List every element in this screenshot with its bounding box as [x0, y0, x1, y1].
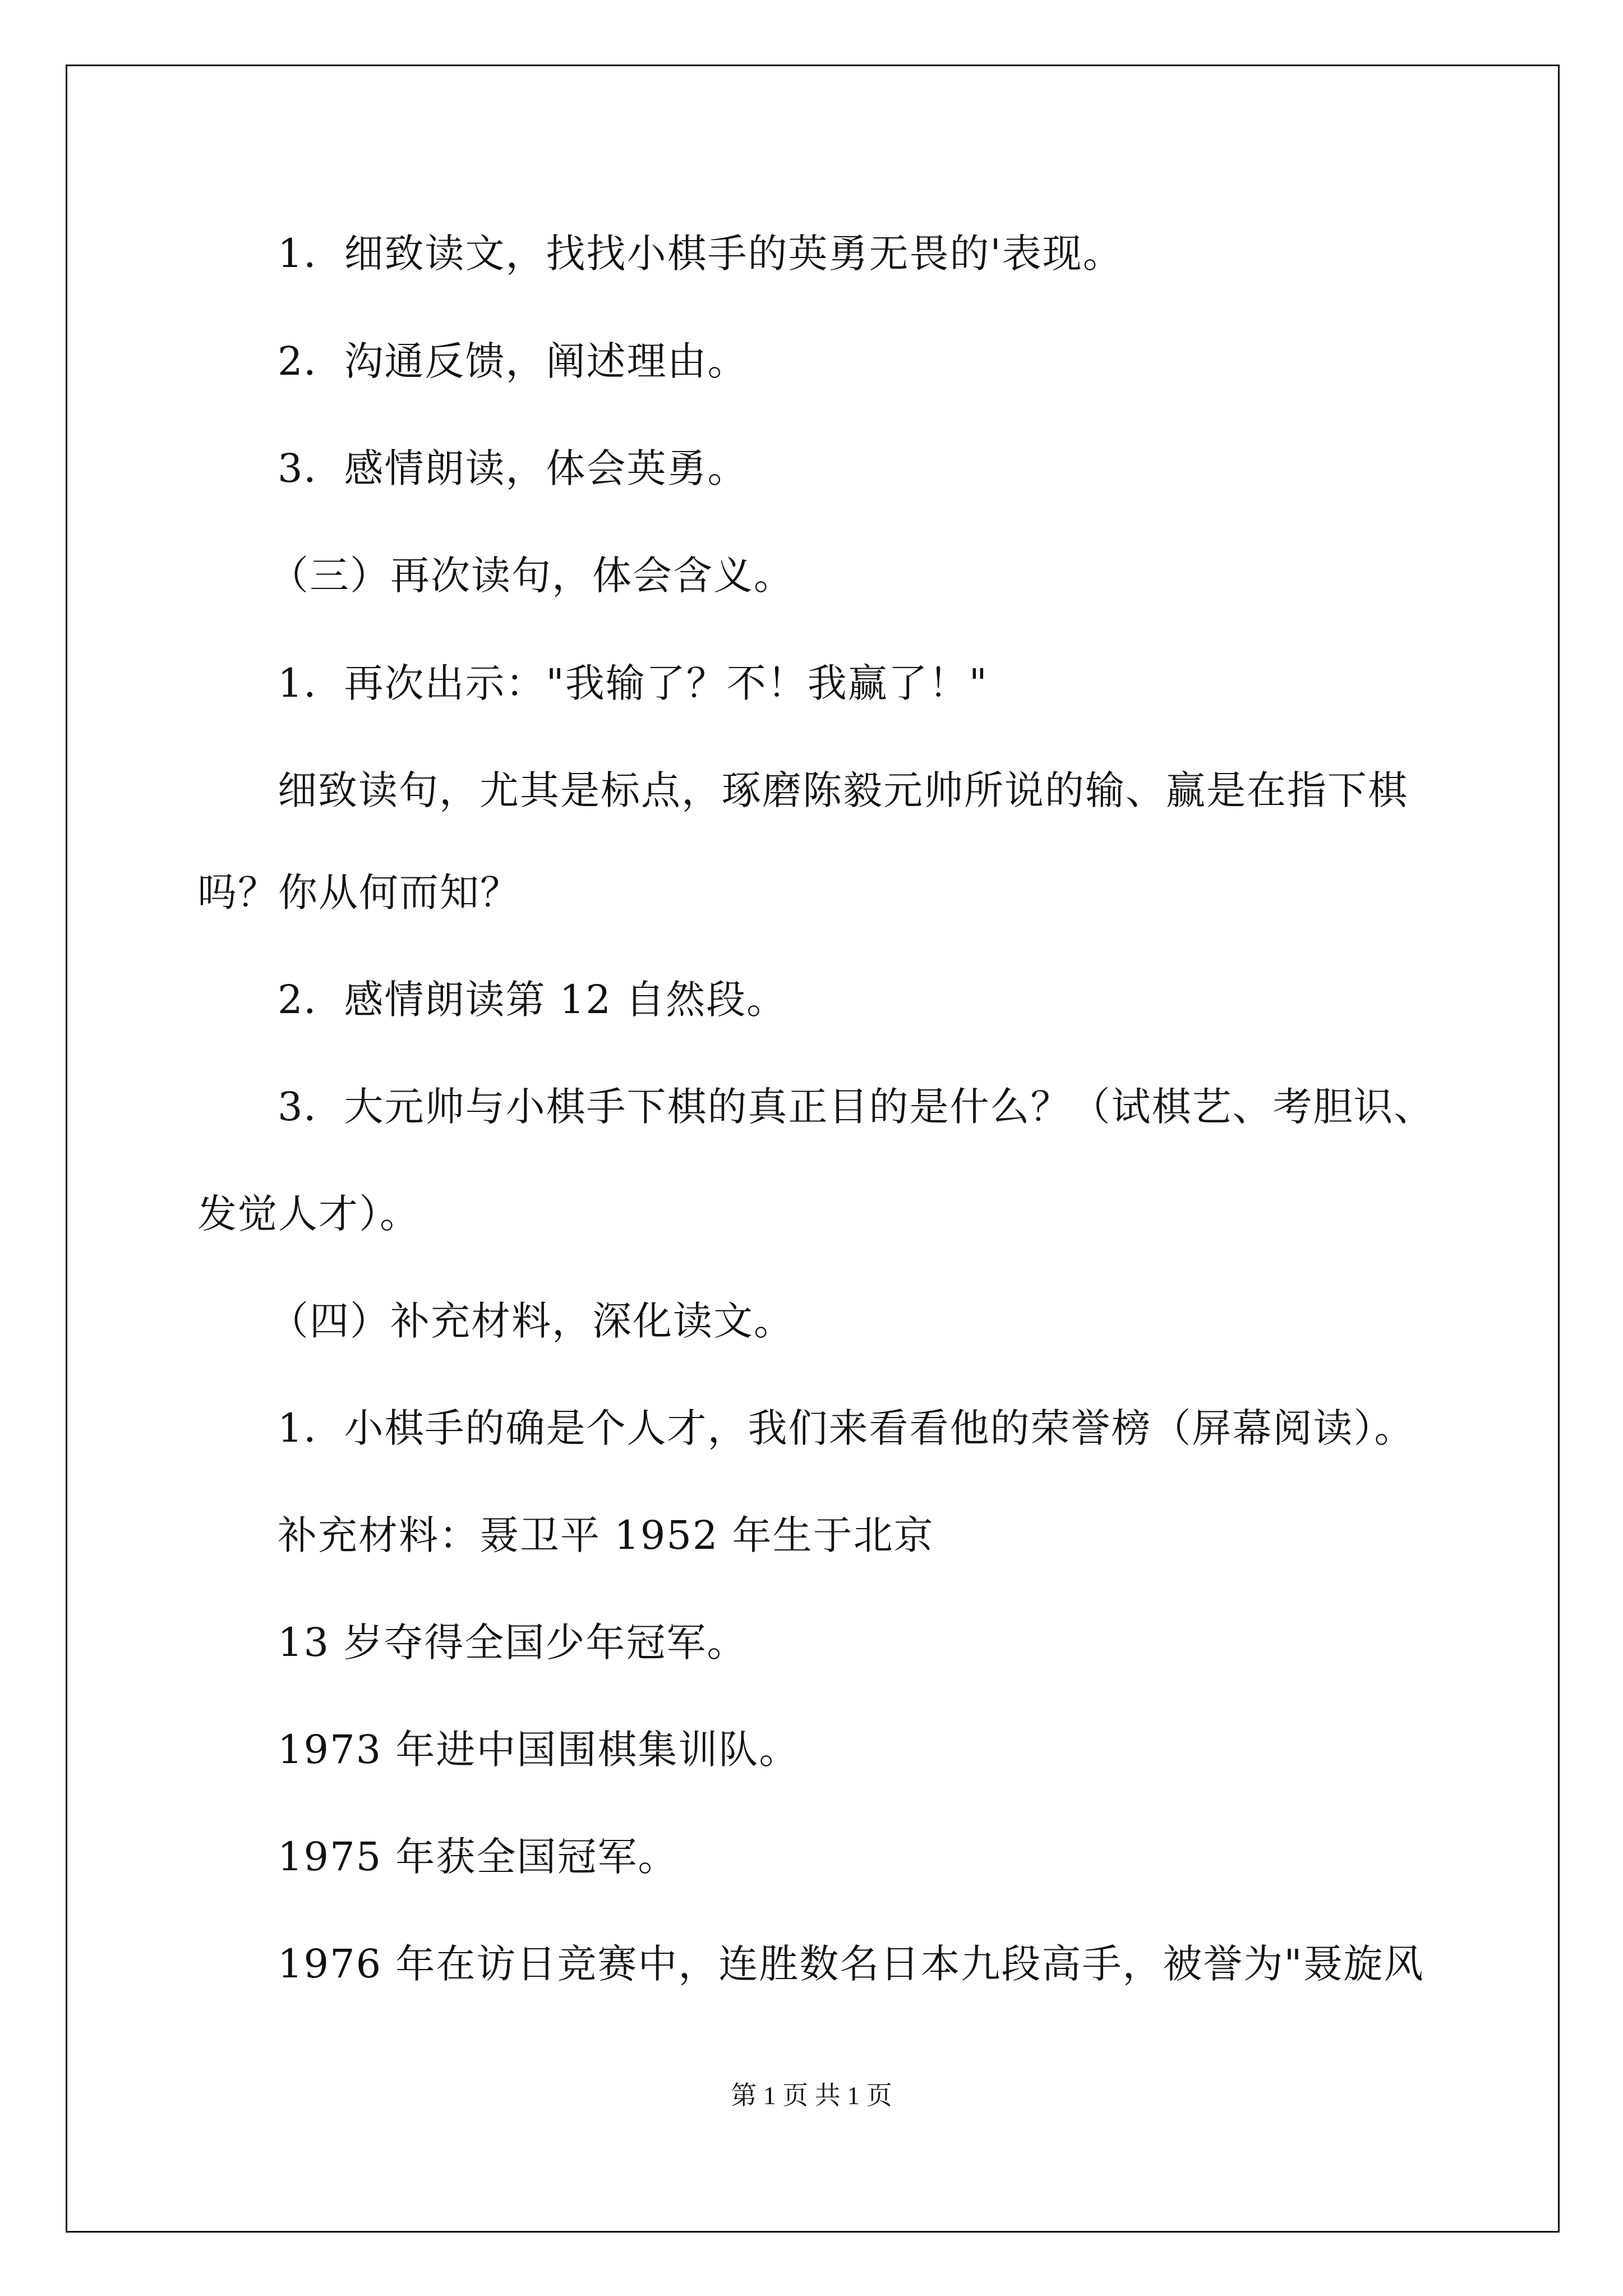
section-heading-3: （三）再次读句，体会含义。 [269, 553, 794, 599]
text-line-16: 1975 年获全国冠军。 [278, 1834, 679, 1880]
page-footer: 第 1 页 共 1 页 [731, 2081, 892, 2110]
section-heading-4: （四）补充材料，深化读文。 [269, 1298, 794, 1344]
text-line-3: 3．感情朗读，体会英勇。 [278, 445, 748, 491]
text-line-6: 细致读句，尤其是标点，琢磨陈毅元帅所说的输、赢是在指下棋 [278, 767, 1408, 813]
text-line-15: 1973 年进中国围棋集训队。 [278, 1727, 800, 1773]
page-border [66, 65, 1560, 2233]
text-line-7: 吗？你从何而知？ [197, 869, 520, 915]
text-line-9: 3．大元帅与小棋手下棋的真正目的是什么？（试棋艺、考胆识、 [278, 1084, 1435, 1130]
text-line-5: 1．再次出示："我输了？不！我赢了！" [278, 660, 988, 706]
text-line-2: 2．沟通反馈，阐述理由。 [278, 338, 748, 384]
text-line-1: 1．细致读文，找找小棋手的英勇无畏的'表现。 [278, 231, 1123, 277]
text-line-13: 补充材料：聂卫平 1952 年生于北京 [278, 1512, 934, 1558]
text-line-12: 1．小棋手的确是个人才，我们来看看他的荣誉榜（屏幕阅读）。 [278, 1405, 1415, 1451]
text-line-8: 2．感情朗读第 12 自然段。 [278, 977, 787, 1023]
text-line-17: 1976 年在访日竞赛中，连胜数名日本九段高手，被誉为"聂旋风 [278, 1941, 1424, 1987]
text-line-10: 发觉人才）。 [197, 1191, 420, 1237]
text-line-14: 13 岁夺得全国少年冠军。 [278, 1619, 748, 1665]
